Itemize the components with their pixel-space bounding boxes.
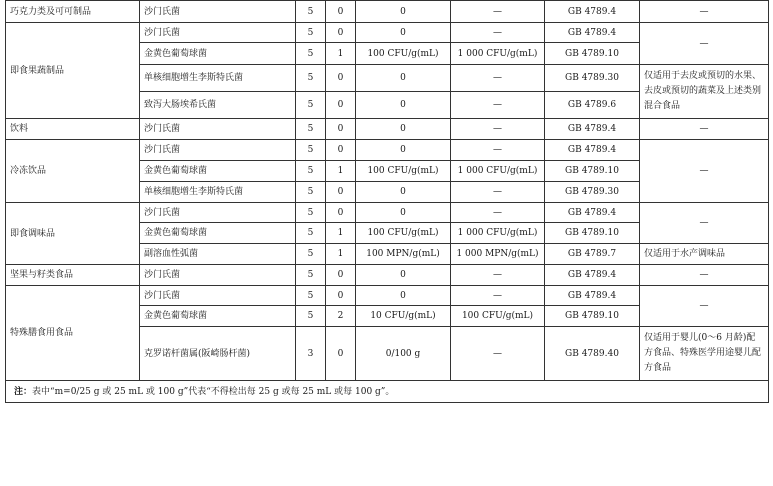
sample-n: 5	[296, 182, 326, 203]
limit-m: 0	[356, 1, 451, 23]
sample-c: 1	[326, 161, 356, 182]
sample-n: 3	[296, 327, 326, 381]
pathogen: 副溶血性弧菌	[140, 244, 296, 265]
test-method: GB 4789.6	[545, 92, 640, 119]
remark: —	[640, 203, 769, 244]
pathogen: 沙门氏菌	[140, 119, 296, 140]
limit-M: 100 CFU/g(mL)	[451, 306, 545, 327]
sample-n: 5	[296, 65, 326, 92]
table-note-row	[6, 381, 769, 403]
limit-m: 10 CFU/g(mL)	[356, 306, 451, 327]
sample-c: 0	[326, 140, 356, 161]
remark: —	[640, 140, 769, 203]
pathogen: 沙门氏菌	[140, 203, 296, 223]
test-method: GB 4789.4	[545, 286, 640, 306]
test-method: GB 4789.10	[545, 223, 640, 244]
sample-n: 5	[296, 265, 326, 286]
limit-M: 1 000 MPN/g(mL)	[451, 244, 545, 265]
food-category: 即食调味品	[6, 203, 140, 265]
pathogen: 单核细胞增生李斯特氏菌	[140, 65, 296, 92]
table-row	[6, 286, 769, 306]
test-method: GB 4789.10	[545, 306, 640, 327]
food-category: 饮料	[6, 119, 140, 140]
limit-M: —	[451, 286, 545, 306]
limit-M: —	[451, 182, 545, 203]
food-category: 即食果蔬制品	[6, 23, 140, 119]
limit-M: —	[451, 140, 545, 161]
sample-c: 0	[326, 65, 356, 92]
table-note	[6, 381, 769, 403]
limit-m: 100 MPN/g(mL)	[356, 244, 451, 265]
sample-n: 5	[296, 1, 326, 23]
pathogen: 沙门氏菌	[140, 23, 296, 43]
note-label: 注：	[14, 386, 33, 397]
limit-m: 0/100 g	[356, 327, 451, 381]
pathogen: 沙门氏菌	[140, 1, 296, 23]
sample-n: 5	[296, 244, 326, 265]
limit-m: 0	[356, 203, 451, 223]
test-method: GB 4789.40	[545, 327, 640, 381]
sample-c: 0	[326, 265, 356, 286]
sample-n: 5	[296, 92, 326, 119]
limit-M: 1 000 CFU/g(mL)	[451, 43, 545, 65]
remark: 仅适用于婴儿(0～6 月龄)配方食品、特殊医学用途婴儿配方食品	[640, 327, 769, 381]
sample-c: 0	[326, 23, 356, 43]
food-category: 坚果与籽类食品	[6, 265, 140, 286]
remark: —	[640, 265, 769, 286]
test-method: GB 4789.10	[545, 161, 640, 182]
limit-M: —	[451, 65, 545, 92]
pathogen: 金黄色葡萄球菌	[140, 306, 296, 327]
pathogen: 克罗诺杆菌属(阪崎肠杆菌)	[140, 327, 296, 381]
remark: —	[640, 23, 769, 65]
limit-M: 1 000 CFU/g(mL)	[451, 223, 545, 244]
pathogen: 沙门氏菌	[140, 140, 296, 161]
sample-c: 0	[326, 182, 356, 203]
limit-M: 1 000 CFU/g(mL)	[451, 161, 545, 182]
sample-c: 2	[326, 306, 356, 327]
table-row	[6, 265, 769, 286]
sample-n: 5	[296, 119, 326, 140]
sample-n: 5	[296, 286, 326, 306]
remark: 仅适用于去皮或预切的水果、去皮或预切的蔬菜及上述类别混合食品	[640, 65, 769, 119]
sample-c: 0	[326, 286, 356, 306]
limit-m: 0	[356, 65, 451, 92]
microbial-limits-table	[5, 0, 769, 403]
test-method: GB 4789.4	[545, 140, 640, 161]
test-method: GB 4789.10	[545, 43, 640, 65]
limit-m: 0	[356, 286, 451, 306]
remark: —	[640, 1, 769, 23]
remark: —	[640, 286, 769, 327]
limit-M: —	[451, 92, 545, 119]
food-category: 冷冻饮品	[6, 140, 140, 203]
pathogen: 单核细胞增生李斯特氏菌	[140, 182, 296, 203]
pathogen: 金黄色葡萄球菌	[140, 161, 296, 182]
remark: 仅适用于水产调味品	[640, 244, 769, 265]
test-method: GB 4789.30	[545, 182, 640, 203]
food-category: 巧克力类及可可制品	[6, 1, 140, 23]
limit-M: —	[451, 265, 545, 286]
test-method: GB 4789.7	[545, 244, 640, 265]
limit-M: —	[451, 327, 545, 381]
pathogen: 沙门氏菌	[140, 286, 296, 306]
sample-n: 5	[296, 140, 326, 161]
limit-M: —	[451, 1, 545, 23]
note-text: 表中“m=0/25 g 或 25 mL 或 100 g”代表“不得检出每 25 g 或每 25 mL 或每 100 g”。	[32, 386, 395, 397]
table-row	[6, 119, 769, 140]
limit-m: 100 CFU/g(mL)	[356, 161, 451, 182]
sample-c: 1	[326, 244, 356, 265]
limit-m: 0	[356, 119, 451, 140]
table-row	[6, 23, 769, 43]
test-method: GB 4789.30	[545, 65, 640, 92]
limit-m: 0	[356, 182, 451, 203]
pathogen: 金黄色葡萄球菌	[140, 223, 296, 244]
limit-m: 0	[356, 23, 451, 43]
sample-c: 1	[326, 43, 356, 65]
test-method: GB 4789.4	[545, 1, 640, 23]
sample-n: 5	[296, 306, 326, 327]
table-row	[6, 1, 769, 23]
limit-m: 100 CFU/g(mL)	[356, 43, 451, 65]
sample-c: 0	[326, 1, 356, 23]
sample-c: 0	[326, 92, 356, 119]
sample-c: 1	[326, 223, 356, 244]
sample-n: 5	[296, 203, 326, 223]
limit-m: 0	[356, 265, 451, 286]
pathogen: 金黄色葡萄球菌	[140, 43, 296, 65]
test-method: GB 4789.4	[545, 119, 640, 140]
sample-n: 5	[296, 23, 326, 43]
table-row	[6, 203, 769, 223]
limit-M: —	[451, 203, 545, 223]
limit-m: 0	[356, 92, 451, 119]
limit-m: 0	[356, 140, 451, 161]
sample-c: 0	[326, 119, 356, 140]
test-method: GB 4789.4	[545, 23, 640, 43]
sample-c: 0	[326, 203, 356, 223]
remark: —	[640, 119, 769, 140]
limit-M: —	[451, 23, 545, 43]
test-method: GB 4789.4	[545, 265, 640, 286]
limit-M: —	[451, 119, 545, 140]
food-category: 特殊膳食用食品	[6, 286, 140, 381]
table-row	[6, 140, 769, 161]
sample-n: 5	[296, 161, 326, 182]
pathogen: 沙门氏菌	[140, 265, 296, 286]
sample-n: 5	[296, 43, 326, 65]
pathogen: 致泻大肠埃希氏菌	[140, 92, 296, 119]
sample-n: 5	[296, 223, 326, 244]
test-method: GB 4789.4	[545, 203, 640, 223]
limit-m: 100 CFU/g(mL)	[356, 223, 451, 244]
sample-c: 0	[326, 327, 356, 381]
